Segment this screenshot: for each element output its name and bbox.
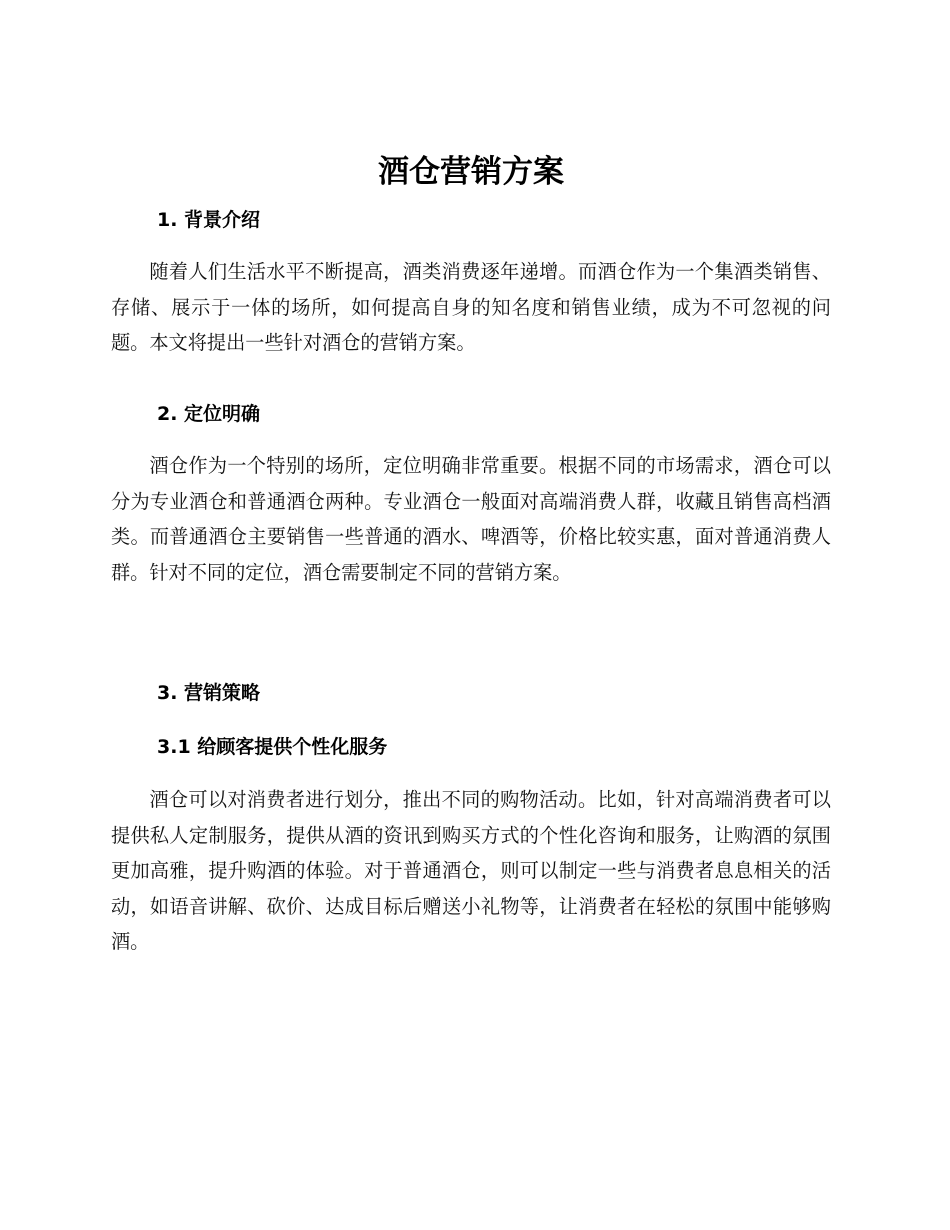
section-heading-positioning: 2. 定位明确 <box>157 403 261 425</box>
subsection-heading-personalized-service: 3.1 给顾客提供个性化服务 <box>157 736 388 758</box>
section-paragraph-background: 随着人们生活水平不断提高，酒类消费逐年递增。而酒仓作为一个集酒类销售、存储、展示于一体的场所，如何提高自身的知名度和销售业绩，成为不可忽视的问题。本文将提出一些针对酒仓的营销方案。 <box>111 260 831 354</box>
document-title: 酒仓营销方案 <box>378 154 564 190</box>
section-heading-marketing-strategy: 3. 营销策略 <box>157 682 261 704</box>
subsection-paragraph-personalized-service: 酒仓可以对消费者进行划分，推出不同的购物活动。比如，针对高端消费者可以提供私人定制服务，提供从酒的资讯到购买方式的个性化咨询和服务，让购酒的氛围更加高雅，提升购酒的体验。对于普通酒仓，则可以制定一些与消费者息息相关的活动，如语音讲解、砍价、达成目标后赠送小礼物等，让消费者在轻松的氛围中能够购酒。 <box>111 788 831 953</box>
section-paragraph-positioning: 酒仓作为一个特别的场所，定位明确非常重要。根据不同的市场需求，酒仓可以分为专业酒仓和普通酒仓两种。专业酒仓一般面对高端消费人群，收藏且销售高档酒类。而普通酒仓主要销售一些普通的酒水、啤酒等，价格比较实惠，面对普通消费人群。针对不同的定位，酒仓需要制定不同的营销方案。 <box>111 454 831 584</box>
section-heading-background: 1. 背景介绍 <box>157 209 261 231</box>
